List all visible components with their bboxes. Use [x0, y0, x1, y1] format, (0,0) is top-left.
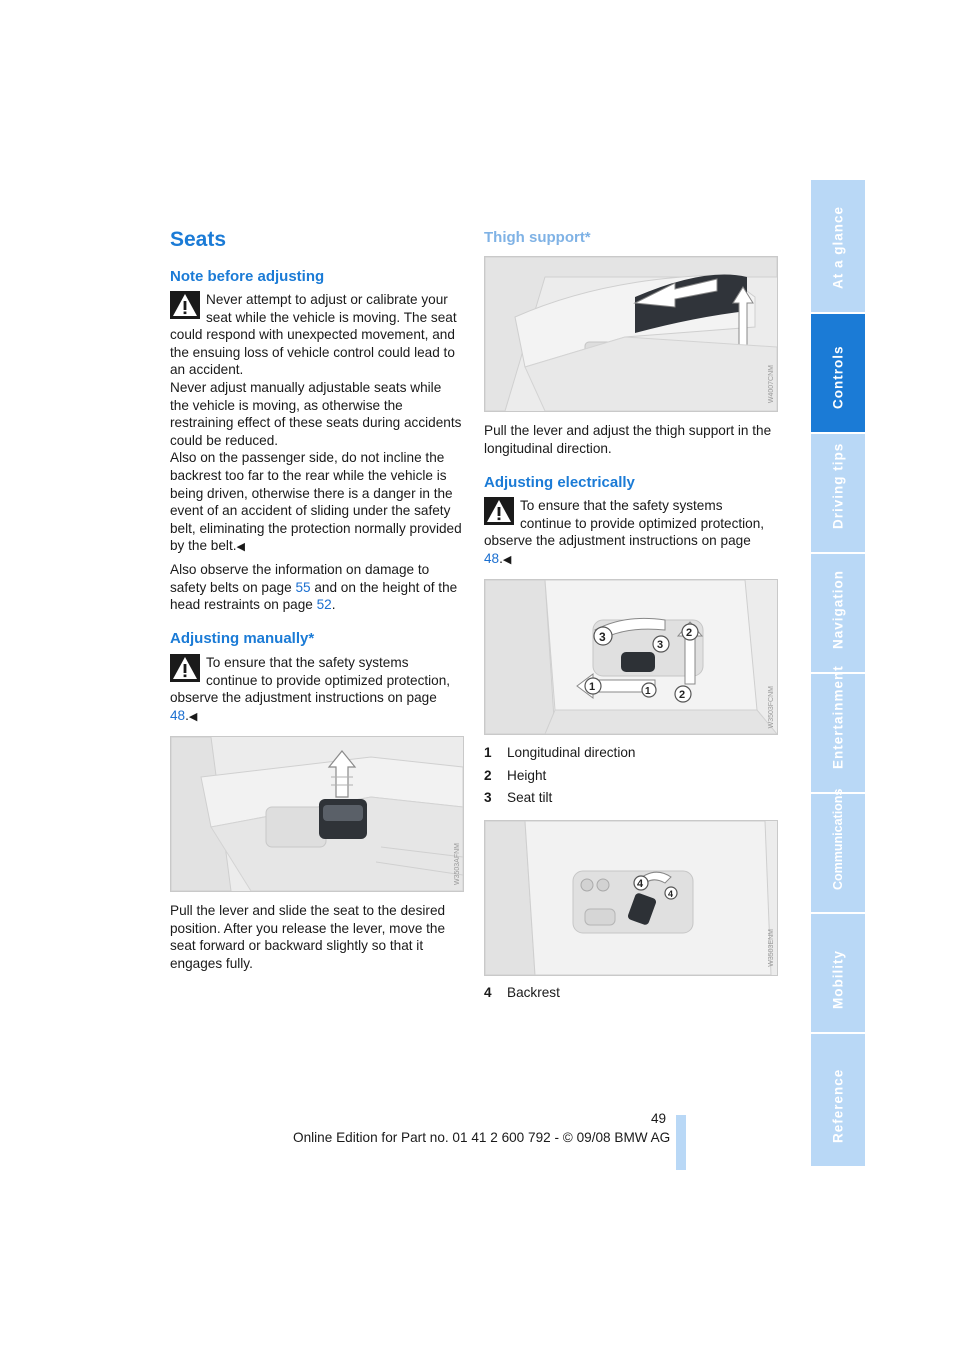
warning-icon [484, 497, 514, 525]
thigh-support-heading: Thigh support* [484, 229, 591, 246]
manual-instruction: Pull the lever and slide the seat to the desired position. After you release the lever, move the seat forward or backward slightly so that it engages fully. [170, 903, 446, 971]
tab-reference[interactable]: Reference [811, 1034, 865, 1166]
legend-list-2 [484, 982, 776, 1005]
tab-at-a-glance[interactable]: At a glance [811, 180, 865, 314]
tab-entertainment[interactable]: Entertainment [811, 674, 865, 794]
thigh-instruction: Pull the lever and adjust the thigh support in the longitudinal direction. [484, 423, 772, 456]
end-mark: ◀ [502, 553, 512, 566]
note-warning-block [170, 291, 462, 557]
observe-paragraph: Also observe the information on damage to safety belts on page 55 and on the height of the head restraints on page 52. [170, 562, 458, 613]
svg-text:3: 3 [657, 639, 664, 651]
legend-item: 2 Height [484, 767, 547, 783]
svg-text:2: 2 [686, 627, 693, 639]
note-paragraph-1: Never attempt to adjust or calibrate your seat while the vehicle is moving. The seat could respond with unexpected movement, and the ensuing loss of vehicle control could lead to an accident. [170, 292, 457, 378]
svg-text:2: 2 [679, 689, 686, 701]
svg-text:4: 4 [637, 878, 644, 890]
figure-code: W3503AFNM [454, 842, 461, 885]
end-mark: ◀ [236, 541, 245, 554]
warning-icon [170, 291, 200, 319]
legend-list-1 [484, 742, 776, 810]
edition-footer: Online Edition for Part no. 01 41 2 600 792 - © 09/08 BMW AG [293, 1130, 671, 1145]
legend-item: 3 Seat tilt [484, 790, 553, 805]
page-link-48[interactable]: 48 [170, 707, 186, 723]
figure-code: W3503ENM [768, 929, 775, 967]
page-number: 49 [651, 1111, 667, 1126]
tab-controls[interactable]: Controls [811, 314, 865, 434]
electric-controls-figure [484, 579, 778, 735]
note-paragraph-3: Also on the passenger side, do not incline the backrest too far to the rear while the vehicle is being driven, otherwise there is a danger in the event of an accident of sliding under the safety belt, eliminating the protection normally provided by the belt.◀ [170, 450, 462, 554]
tab-navigation[interactable]: Navigation [811, 554, 865, 674]
page-link-52[interactable]: 52 [316, 597, 332, 613]
svg-text:1: 1 [645, 686, 651, 697]
warning-icon [170, 654, 200, 682]
adjusting-electrically-heading: Adjusting electrically [484, 474, 635, 491]
manual-seat-figure [170, 736, 464, 892]
svg-text:4: 4 [668, 889, 674, 899]
svg-text:3: 3 [599, 630, 606, 644]
svg-text:1: 1 [589, 681, 596, 693]
note-paragraph-2: Never adjust manually adjustable seats while the vehicle is moving, as otherwise the restraining effect of these seats during accidents could be reduced. [170, 379, 462, 448]
manual-warning-block: To ensure that the safety systems continue to provide optimized protection, observe the adjustment instructions on page 48.◀ [170, 655, 451, 723]
electric-warning-block: To ensure that the safety systems continue to provide optimized protection, observe the adjustment instructions on page 48.◀ [484, 498, 765, 566]
chapter-tabs [811, 180, 865, 1166]
figure-code: W4007CNM [768, 364, 775, 403]
page-title: Seats [170, 228, 227, 251]
legend-item: 4 Backrest [484, 985, 560, 1000]
end-mark: ◀ [188, 710, 198, 723]
tab-mobility[interactable]: Mobility [811, 914, 865, 1034]
adjusting-manually-heading: Adjusting manually* [170, 630, 315, 647]
legend-item: 1 Longitudinal direction [484, 745, 636, 760]
page-link-55[interactable]: 55 [295, 579, 311, 595]
footer-accent-bar [676, 1115, 686, 1170]
tab-driving-tips[interactable]: Driving tips [811, 434, 865, 554]
figure-code: W3503FCNM [768, 685, 775, 728]
tab-communications[interactable]: Communications [811, 794, 865, 914]
backrest-figure [484, 820, 778, 976]
thigh-support-figure [484, 256, 778, 412]
page-link-48[interactable]: 48 [484, 550, 500, 566]
note-heading: Note before adjusting [170, 268, 325, 285]
